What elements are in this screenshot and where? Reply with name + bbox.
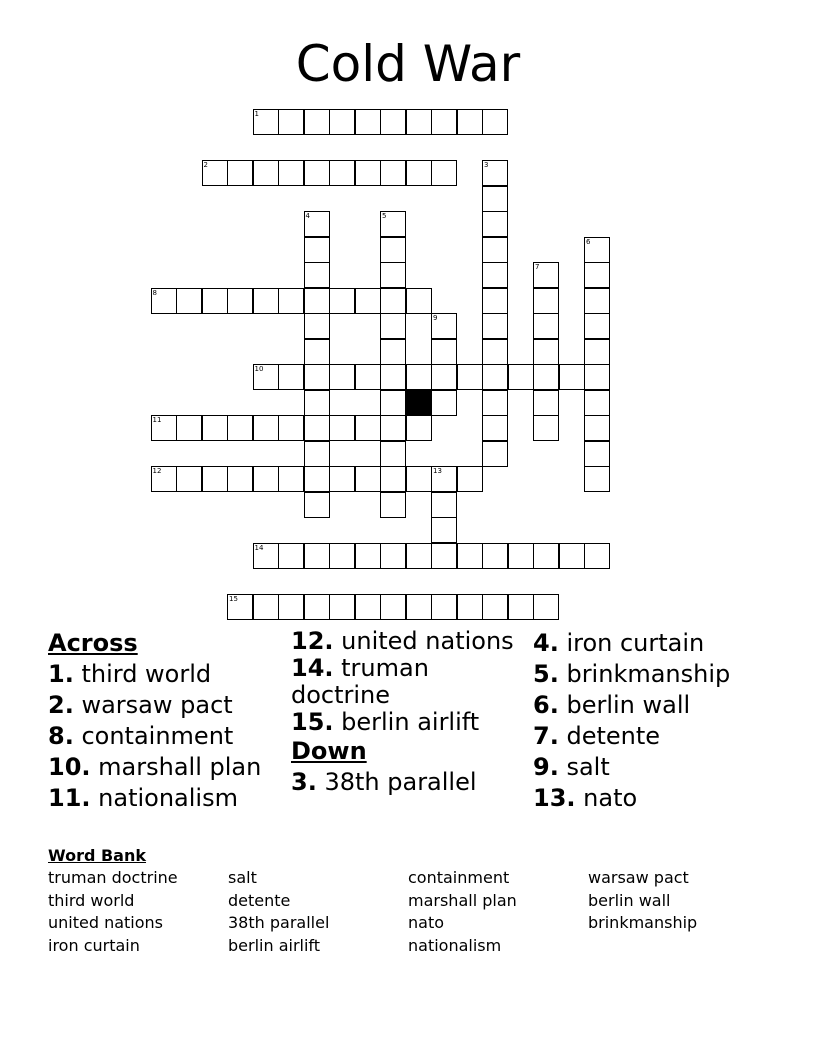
grid-cell[interactable] bbox=[431, 594, 457, 620]
across-header: Across bbox=[48, 629, 138, 657]
grid-cell[interactable] bbox=[508, 543, 534, 569]
grid-cell[interactable] bbox=[355, 364, 381, 390]
clue-item bbox=[291, 655, 526, 709]
word-bank-entry: iron curtain bbox=[48, 936, 140, 956]
grid-cell[interactable] bbox=[304, 492, 330, 518]
word-bank-entry: nato bbox=[408, 913, 445, 933]
grid-cell[interactable] bbox=[457, 364, 483, 390]
clue-text: berlin wall bbox=[558, 691, 691, 719]
word-bank-entry: warsaw pact bbox=[588, 868, 689, 887]
grid-cell[interactable] bbox=[533, 390, 559, 416]
grid-cell[interactable] bbox=[584, 237, 610, 263]
grid-cell[interactable] bbox=[329, 288, 355, 314]
grid-cell[interactable] bbox=[457, 109, 483, 135]
grid-cell[interactable] bbox=[329, 160, 355, 186]
clue-number-label: 1. bbox=[48, 660, 74, 688]
word-bank-entry: third world bbox=[48, 890, 135, 910]
grid-cell[interactable] bbox=[431, 543, 457, 569]
grid-cell[interactable] bbox=[151, 288, 177, 314]
grid-cell[interactable] bbox=[278, 415, 304, 441]
grid-cell[interactable] bbox=[329, 109, 355, 135]
word-bank-entry: marshall plan bbox=[408, 890, 517, 910]
grid-cell[interactable] bbox=[329, 594, 355, 620]
grid-cell[interactable] bbox=[329, 415, 355, 441]
grid-cell[interactable] bbox=[278, 594, 304, 620]
grid-cell[interactable] bbox=[380, 313, 406, 339]
grid-cell[interactable] bbox=[176, 415, 202, 441]
clue-number-label: 11. bbox=[48, 784, 91, 812]
grid-cell[interactable] bbox=[304, 543, 330, 569]
grid-cell[interactable] bbox=[355, 160, 381, 186]
grid-cell[interactable] bbox=[406, 288, 432, 314]
grid-cell[interactable] bbox=[329, 364, 355, 390]
grid-cell[interactable] bbox=[253, 466, 279, 492]
grid-cell[interactable] bbox=[431, 109, 457, 135]
grid-cell[interactable] bbox=[304, 415, 330, 441]
grid-cell[interactable] bbox=[584, 390, 610, 416]
clue-number: 10 bbox=[254, 365, 264, 373]
word-bank-entry: detente bbox=[228, 890, 291, 910]
grid-cell[interactable] bbox=[380, 288, 406, 314]
grid-cell[interactable] bbox=[380, 492, 406, 518]
grid-cell[interactable] bbox=[406, 109, 432, 135]
grid-cell[interactable] bbox=[253, 288, 279, 314]
clue-number-label: 12. bbox=[291, 627, 334, 655]
grid-cell[interactable] bbox=[227, 160, 253, 186]
grid-cell[interactable] bbox=[304, 441, 330, 467]
grid-cell[interactable] bbox=[202, 466, 228, 492]
clue-text: truman doctrine bbox=[291, 654, 429, 709]
grid-cell[interactable] bbox=[380, 441, 406, 467]
clue-item bbox=[48, 659, 278, 690]
clue-number: 5 bbox=[382, 212, 387, 220]
grid-cell[interactable] bbox=[355, 543, 381, 569]
grid-cell[interactable] bbox=[304, 390, 330, 416]
grid-cell[interactable] bbox=[457, 594, 483, 620]
grid-cell[interactable] bbox=[304, 288, 330, 314]
clue-number-label: 14. bbox=[291, 654, 334, 682]
grid-cell[interactable] bbox=[253, 364, 279, 390]
grid-cell[interactable] bbox=[431, 364, 457, 390]
grid-cell[interactable] bbox=[533, 594, 559, 620]
grid-cell[interactable] bbox=[482, 390, 508, 416]
grid-cell[interactable] bbox=[482, 441, 508, 467]
grid-cell[interactable] bbox=[355, 288, 381, 314]
grid-cell[interactable] bbox=[584, 441, 610, 467]
grid-cell[interactable] bbox=[380, 390, 406, 416]
clue-number-label: 3. bbox=[291, 768, 317, 796]
grid-cell[interactable] bbox=[431, 313, 457, 339]
grid-cell[interactable] bbox=[482, 109, 508, 135]
word-bank-entry: berlin airlift bbox=[228, 936, 321, 956]
clue-text: 38th parallel bbox=[316, 768, 477, 796]
clue-item bbox=[48, 752, 278, 783]
grid-cell[interactable] bbox=[304, 262, 330, 288]
clue-item bbox=[48, 721, 278, 752]
grid-cell[interactable] bbox=[380, 109, 406, 135]
grid-cell[interactable] bbox=[304, 594, 330, 620]
clue-text: brinkmanship bbox=[558, 660, 731, 688]
clue-item bbox=[291, 628, 526, 655]
word-bank-entry: salt bbox=[228, 868, 257, 887]
clue-number-label: 7. bbox=[533, 722, 559, 750]
grid-cell[interactable] bbox=[431, 492, 457, 518]
grid-cell[interactable] bbox=[355, 594, 381, 620]
grid-cell[interactable] bbox=[355, 109, 381, 135]
clue-number: 2 bbox=[203, 161, 208, 169]
clue-item bbox=[533, 721, 773, 752]
grid-cell[interactable] bbox=[533, 313, 559, 339]
word-bank-title: Word Bank bbox=[48, 846, 147, 865]
grid-cell[interactable] bbox=[380, 211, 406, 237]
grid-cell[interactable] bbox=[329, 466, 355, 492]
shaded-cell bbox=[406, 390, 432, 416]
grid-cell[interactable] bbox=[559, 543, 585, 569]
grid-cell[interactable] bbox=[380, 364, 406, 390]
grid-cell[interactable] bbox=[380, 543, 406, 569]
grid-cell[interactable] bbox=[278, 288, 304, 314]
clue-text: third world bbox=[73, 660, 212, 688]
clue-number: 8 bbox=[152, 288, 157, 297]
clue-number-label: 5. bbox=[533, 660, 559, 688]
grid-cell[interactable] bbox=[533, 288, 559, 314]
grid-cell[interactable] bbox=[482, 288, 508, 314]
clue-number-label: 9. bbox=[533, 753, 559, 781]
grid-cell[interactable] bbox=[482, 237, 508, 263]
clue-text: nato bbox=[575, 784, 638, 812]
clue-item bbox=[48, 783, 278, 814]
clue-text: salt bbox=[558, 753, 610, 781]
grid-cell[interactable] bbox=[253, 415, 279, 441]
grid-cell[interactable] bbox=[482, 339, 508, 365]
grid-cell[interactable] bbox=[202, 160, 228, 186]
grid-cell[interactable] bbox=[584, 339, 610, 365]
word-bank-column bbox=[588, 867, 697, 935]
grid-cell[interactable] bbox=[151, 466, 177, 492]
grid-cell[interactable] bbox=[533, 415, 559, 441]
grid-cell[interactable] bbox=[278, 160, 304, 186]
clue-text: nationalism bbox=[90, 784, 238, 812]
grid-cell[interactable] bbox=[355, 466, 381, 492]
grid-cell[interactable] bbox=[482, 262, 508, 288]
grid-cell[interactable] bbox=[380, 160, 406, 186]
grid-cell[interactable] bbox=[202, 415, 228, 441]
grid-cell[interactable] bbox=[329, 543, 355, 569]
page-title: Cold War bbox=[295, 35, 521, 93]
word-bank-column bbox=[228, 867, 329, 958]
grid-cell[interactable] bbox=[533, 262, 559, 288]
grid-cell[interactable] bbox=[202, 288, 228, 314]
grid-cell[interactable] bbox=[278, 543, 304, 569]
grid-cell[interactable] bbox=[278, 466, 304, 492]
grid-cell[interactable] bbox=[584, 415, 610, 441]
clue-number: 14 bbox=[254, 543, 264, 552]
word-bank-column bbox=[408, 867, 517, 958]
grid-cell[interactable] bbox=[253, 109, 279, 135]
word-bank-entry: truman doctrine bbox=[48, 868, 178, 887]
grid-cell[interactable] bbox=[151, 415, 177, 441]
grid-cell[interactable] bbox=[304, 160, 330, 186]
clues-column-1 bbox=[48, 628, 278, 814]
grid-cell[interactable] bbox=[584, 543, 610, 569]
grid-cell[interactable] bbox=[380, 237, 406, 263]
grid-cell[interactable] bbox=[406, 160, 432, 186]
grid-cell[interactable] bbox=[380, 594, 406, 620]
clue-text: iron curtain bbox=[558, 629, 705, 657]
clue-number: 3 bbox=[484, 161, 489, 169]
clue-number-label: 6. bbox=[533, 691, 559, 719]
grid-cell[interactable] bbox=[406, 415, 432, 441]
clue-number-label: 15. bbox=[291, 708, 334, 736]
down-header: Down bbox=[291, 737, 367, 765]
grid-cell[interactable] bbox=[406, 364, 432, 390]
grid-cell[interactable] bbox=[278, 109, 304, 135]
grid-cell[interactable] bbox=[227, 594, 253, 620]
grid-cell[interactable] bbox=[584, 313, 610, 339]
grid-cell[interactable] bbox=[482, 543, 508, 569]
clue-item bbox=[48, 690, 278, 721]
word-bank-entry: united nations bbox=[48, 913, 164, 933]
grid-cell[interactable] bbox=[253, 160, 279, 186]
grid-cell[interactable] bbox=[176, 288, 202, 314]
clue-number: 15 bbox=[229, 594, 238, 603]
grid-cell[interactable] bbox=[380, 339, 406, 365]
grid-cell[interactable] bbox=[406, 466, 432, 492]
grid-cell[interactable] bbox=[508, 364, 534, 390]
clue-number: 9 bbox=[433, 314, 438, 322]
word-bank-column bbox=[48, 867, 178, 958]
word-bank-entry: nationalism bbox=[408, 936, 502, 956]
clue-item bbox=[533, 783, 773, 814]
grid-cell[interactable] bbox=[508, 594, 534, 620]
grid-cell[interactable] bbox=[584, 262, 610, 288]
clue-number-label: 8. bbox=[48, 722, 74, 750]
grid-cell[interactable] bbox=[431, 390, 457, 416]
clue-number: 11 bbox=[152, 416, 162, 424]
grid-cell[interactable] bbox=[304, 313, 330, 339]
grid-cell[interactable] bbox=[482, 415, 508, 441]
clue-number: 6 bbox=[586, 237, 591, 246]
grid-cell[interactable] bbox=[304, 211, 330, 237]
grid-cell[interactable] bbox=[533, 339, 559, 365]
word-bank-entry: berlin wall bbox=[588, 890, 671, 910]
grid-cell[interactable] bbox=[278, 364, 304, 390]
clue-item bbox=[291, 709, 526, 736]
clue-item bbox=[291, 767, 526, 798]
grid-cell[interactable] bbox=[482, 186, 508, 212]
grid-cell[interactable] bbox=[482, 364, 508, 390]
clue-text: marshall plan bbox=[90, 753, 262, 781]
grid-cell[interactable] bbox=[227, 415, 253, 441]
grid-cell[interactable] bbox=[406, 594, 432, 620]
grid-cell[interactable] bbox=[482, 594, 508, 620]
grid-cell[interactable] bbox=[431, 339, 457, 365]
grid-cell[interactable] bbox=[559, 364, 585, 390]
grid-cell[interactable] bbox=[431, 517, 457, 543]
clue-number: 7 bbox=[535, 263, 540, 271]
grid-cell[interactable] bbox=[304, 466, 330, 492]
grid-cell[interactable] bbox=[584, 288, 610, 314]
grid-cell[interactable] bbox=[380, 415, 406, 441]
grid-cell[interactable] bbox=[253, 594, 279, 620]
grid-cell[interactable] bbox=[304, 109, 330, 135]
clue-number: 1 bbox=[254, 110, 259, 118]
grid-cell[interactable] bbox=[482, 313, 508, 339]
clue-text: warsaw pact bbox=[73, 691, 233, 719]
grid-cell[interactable] bbox=[533, 543, 559, 569]
grid-cell[interactable] bbox=[253, 543, 279, 569]
clue-number-label: 13. bbox=[533, 784, 576, 812]
word-bank-entry: brinkmanship bbox=[588, 913, 698, 933]
clue-text: berlin airlift bbox=[333, 708, 480, 736]
grid-cell[interactable] bbox=[176, 466, 202, 492]
clue-number-label: 10. bbox=[48, 753, 91, 781]
grid-cell[interactable] bbox=[431, 160, 457, 186]
grid-cell[interactable] bbox=[304, 364, 330, 390]
grid-cell[interactable] bbox=[431, 466, 457, 492]
clue-item bbox=[533, 659, 773, 690]
clue-item bbox=[533, 628, 773, 659]
clue-item bbox=[533, 752, 773, 783]
clue-number: 12 bbox=[152, 467, 162, 475]
clue-text: detente bbox=[558, 722, 661, 750]
grid-cell[interactable] bbox=[457, 466, 483, 492]
grid-cell[interactable] bbox=[482, 211, 508, 237]
clue-number: 13 bbox=[433, 467, 442, 475]
grid-cell[interactable] bbox=[482, 160, 508, 186]
grid-cell[interactable] bbox=[380, 466, 406, 492]
clue-number-label: 4. bbox=[533, 629, 559, 657]
word-bank-entry: containment bbox=[408, 868, 510, 887]
grid-cell[interactable] bbox=[406, 543, 432, 569]
clue-text: containment bbox=[73, 722, 234, 750]
grid-cell[interactable] bbox=[380, 262, 406, 288]
grid-cell[interactable] bbox=[584, 364, 610, 390]
grid-cell[interactable] bbox=[304, 339, 330, 365]
clue-number: 4 bbox=[305, 212, 310, 220]
clue-text: united nations bbox=[333, 627, 514, 655]
grid-cell[interactable] bbox=[227, 466, 253, 492]
clues-column-2 bbox=[291, 628, 526, 798]
grid-cell[interactable] bbox=[457, 543, 483, 569]
clue-item bbox=[533, 690, 773, 721]
clues-column-3 bbox=[533, 628, 773, 814]
grid-cell[interactable] bbox=[584, 466, 610, 492]
grid-cell[interactable] bbox=[227, 288, 253, 314]
grid-cell[interactable] bbox=[304, 237, 330, 263]
clue-number-label: 2. bbox=[48, 691, 74, 719]
grid-cell[interactable] bbox=[355, 415, 381, 441]
grid-cell[interactable] bbox=[533, 364, 559, 390]
word-bank-entry: 38th parallel bbox=[228, 913, 330, 933]
